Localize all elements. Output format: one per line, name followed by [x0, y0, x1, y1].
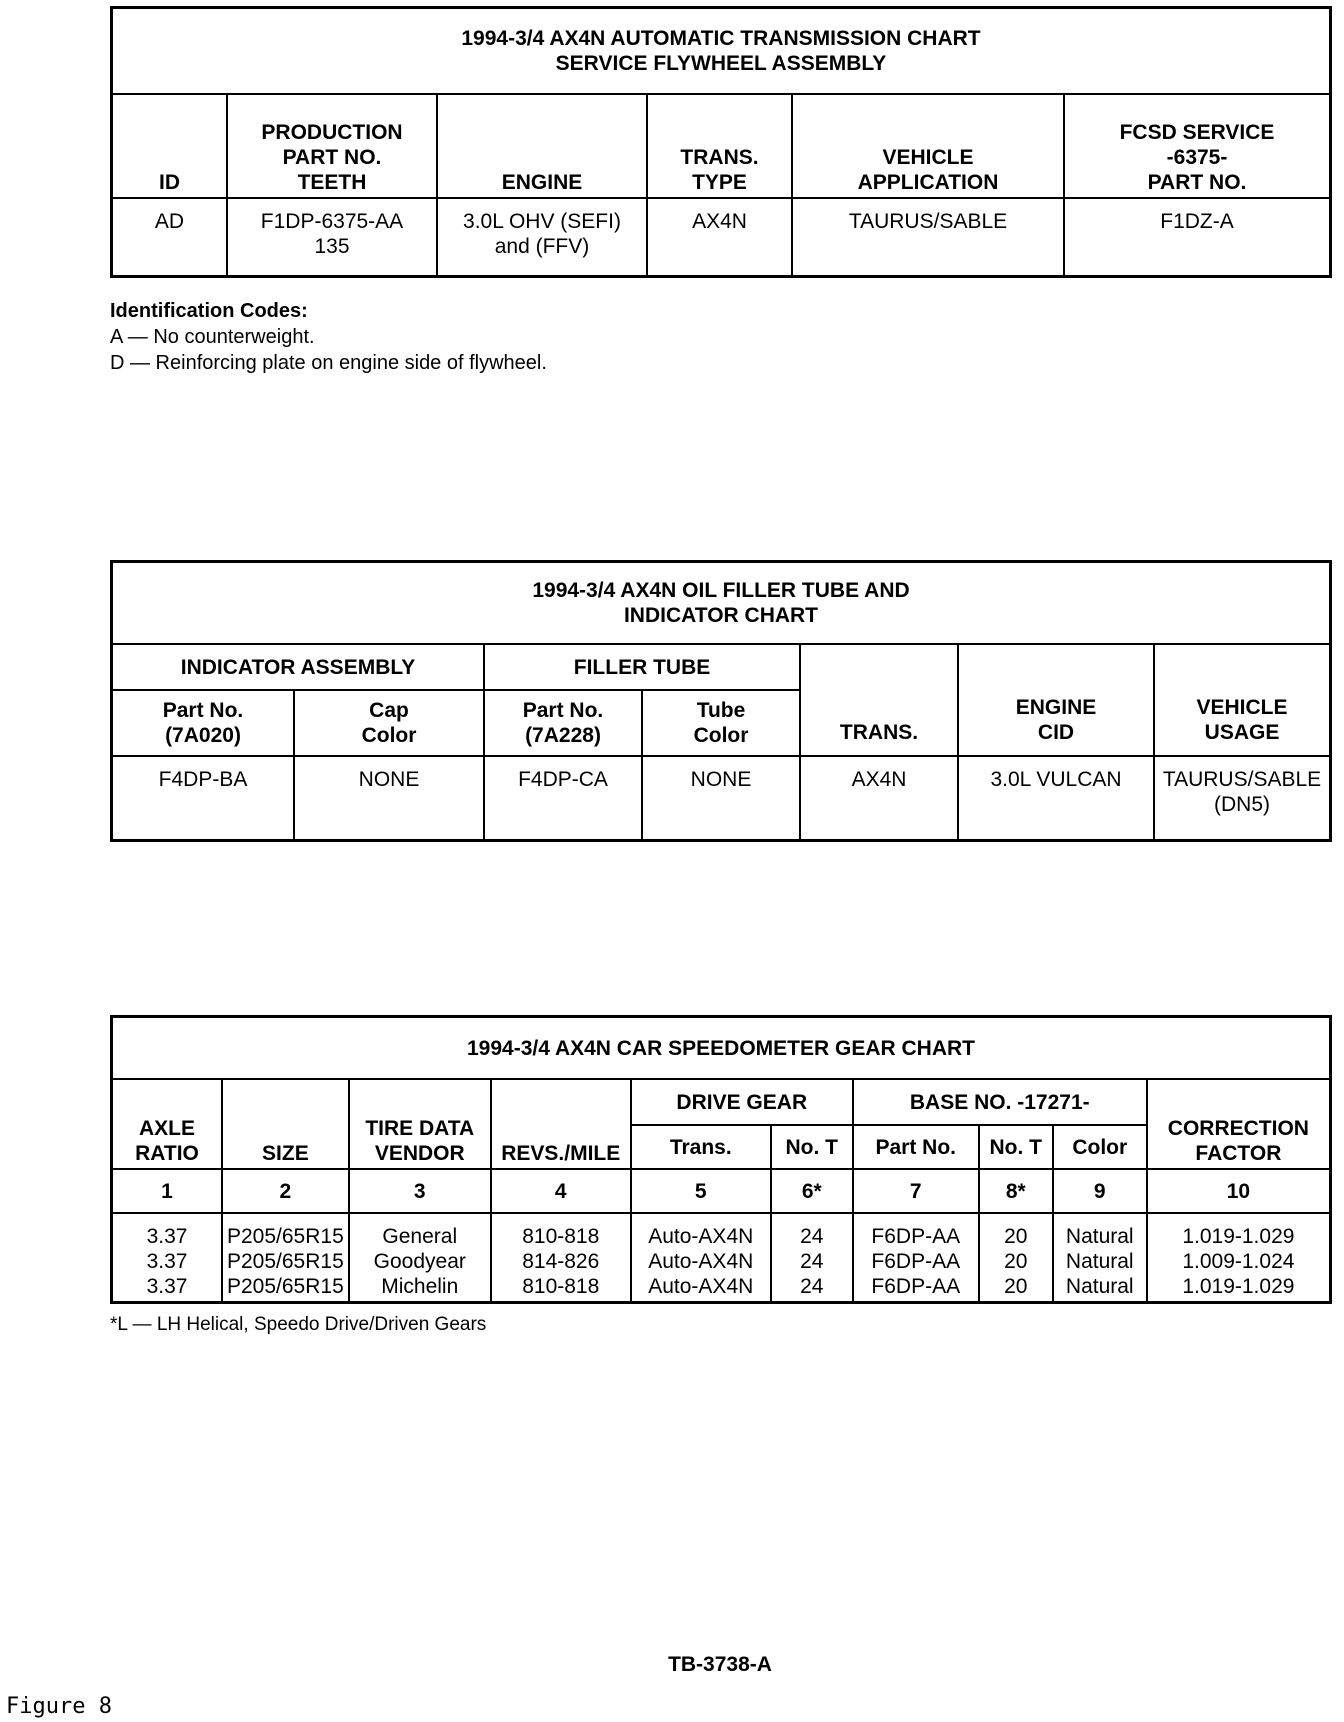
- header-size-text: SIZE: [262, 1142, 309, 1165]
- cell-vehicle-usage-l1: TAURUS/SABLE: [1162, 768, 1322, 791]
- header-tube-l1: Tube: [696, 699, 746, 722]
- header-base-no-t: [979, 1125, 1053, 1169]
- header-axle-l2: RATIO: [135, 1142, 199, 1165]
- filler-tube-chart-title: [112, 562, 1331, 645]
- header-revs-mile: [491, 1079, 631, 1169]
- header-vehicle-l1: VEHICLE: [882, 146, 974, 169]
- header-fcsd-l3: PART NO.: [1147, 171, 1247, 194]
- speedometer-data-rows: [112, 1213, 1331, 1303]
- header-base-color-text: Color: [1072, 1135, 1128, 1159]
- header-filler-tube: [484, 644, 800, 690]
- column-number-row: [112, 1169, 1331, 1213]
- header-base-no-text: BASE NO. -17271-: [909, 1090, 1090, 1114]
- header-tube-part-l1: Part No.: [522, 699, 604, 722]
- cell-engine-l2: and (FFV): [494, 235, 590, 258]
- col-number-4: 4: [491, 1169, 631, 1213]
- header-ind-part-l1: Part No.: [162, 699, 244, 722]
- table-row-cell: 20: [1004, 1225, 1028, 1248]
- col-base-color: [1053, 1213, 1147, 1303]
- table-row-cell: 814-826: [522, 1250, 600, 1273]
- cell-engine-l1: 3.0L OHV (SEFI): [463, 210, 621, 233]
- table-row-cell: 3.37: [146, 1225, 188, 1248]
- header-cap-color: [294, 690, 484, 756]
- cell-ind-part: [112, 756, 295, 841]
- header-tube-l2: Color: [693, 724, 749, 747]
- table-row-cell: 1.009-1.024: [1182, 1250, 1295, 1273]
- header-production: [227, 94, 437, 198]
- header-engine-cid-l1: ENGINE: [1015, 696, 1097, 719]
- header-ind-part-l2: (7A020): [165, 724, 241, 747]
- cell-engine-cid: [958, 756, 1154, 841]
- header-vehicle-usage-l1: VEHICLE: [1196, 696, 1288, 719]
- cell-cap-color-text: NONE: [358, 768, 420, 791]
- header-cap-l1: Cap: [369, 699, 409, 722]
- table-row-cell: Auto-AX4N: [648, 1250, 754, 1273]
- header-tube-color: [642, 690, 800, 756]
- table-row-cell: P205/65R15: [227, 1225, 344, 1248]
- col-number-5: 5: [631, 1169, 771, 1213]
- col-drive-trans: [631, 1213, 771, 1303]
- identification-code-d: D — Reinforcing plate on engine side of flywheel.: [110, 352, 547, 374]
- header-base-color: [1053, 1125, 1147, 1169]
- header-trans: [800, 644, 958, 756]
- header-tire-data: TIRE DATA: [365, 1117, 475, 1140]
- figure-label: Figure 8: [6, 1694, 112, 1719]
- header-trans-text: TRANS.: [839, 721, 919, 744]
- speedometer-footnote: *L — LH Helical, Speedo Drive/Driven Gears: [110, 1314, 487, 1335]
- header-drive-no-t-text: No. T: [785, 1135, 839, 1159]
- col-base-part-no: [853, 1213, 979, 1303]
- identification-codes-heading: Identification Codes:: [110, 300, 308, 322]
- cell-trans-type-text: AX4N: [692, 210, 747, 233]
- table-row-cell: Auto-AX4N: [648, 1275, 754, 1298]
- cell-part-no: [227, 198, 437, 277]
- flywheel-chart-title: [112, 8, 1331, 95]
- document-number: TB-3738-A: [668, 1653, 772, 1676]
- table-row-cell: 3.37: [146, 1250, 188, 1273]
- header-correction-l1: CORRECTION: [1167, 1117, 1309, 1140]
- table-row-cell: 20: [1004, 1250, 1028, 1273]
- cell-tube-color: [642, 756, 800, 841]
- col-number-8: 8*: [979, 1169, 1053, 1213]
- header-fcsd-service: [1064, 94, 1331, 198]
- header-engine-text: ENGINE: [501, 171, 583, 194]
- flywheel-chart-table: [110, 6, 1332, 278]
- speedometer-chart-table: [110, 1015, 1332, 1304]
- col-number-1: 1: [112, 1169, 223, 1213]
- table-row-cell: Natural: [1065, 1225, 1134, 1248]
- table-row-cell: General: [382, 1225, 458, 1248]
- table-row-cell: Michelin: [381, 1275, 459, 1298]
- table-row-cell: Auto-AX4N: [648, 1225, 754, 1248]
- table-row-cell: 3.37: [146, 1275, 188, 1298]
- table-row-cell: P205/65R15: [227, 1275, 344, 1298]
- header-production-l1: PRODUCTION: [261, 121, 403, 144]
- table-row-cell: 810-818: [522, 1275, 600, 1298]
- speedometer-title-text: 1994-3/4 AX4N CAR SPEEDOMETER GEAR CHART: [467, 1036, 975, 1060]
- header-trans-l1: TRANS.: [680, 146, 759, 169]
- cell-trans-text: AX4N: [851, 768, 907, 791]
- header-trans-type: [647, 94, 792, 198]
- filler-title-line2: INDICATOR CHART: [623, 604, 819, 627]
- header-cap-l2: Color: [361, 724, 417, 747]
- col-number-9: 9: [1053, 1169, 1147, 1213]
- header-drive-no-t: [771, 1125, 853, 1169]
- header-size: [222, 1079, 349, 1169]
- header-correction-l2: FACTOR: [1195, 1142, 1282, 1165]
- header-base-part-no-text: Part No.: [875, 1135, 957, 1159]
- header-vehicle-usage: [1154, 644, 1331, 756]
- header-trans-l2: TYPE: [692, 171, 747, 194]
- header-indicator-assembly-text: INDICATOR ASSEMBLY: [180, 655, 416, 679]
- filler-title-line1: 1994-3/4 AX4N OIL FILLER TUBE AND: [532, 579, 910, 602]
- col-vendor: [349, 1213, 491, 1303]
- col-number-10: 10: [1147, 1169, 1331, 1213]
- header-tire-data-vendor: [349, 1079, 491, 1169]
- cell-vehicle-usage: [1154, 756, 1331, 841]
- cell-engine: [437, 198, 647, 277]
- col-revs-mile: [491, 1213, 631, 1303]
- header-correction-factor: [1147, 1079, 1331, 1169]
- table-row-cell: 1.019-1.029: [1182, 1225, 1295, 1248]
- cell-vehicle-text: TAURUS/SABLE: [848, 210, 1008, 233]
- header-vehicle-usage-l2: USAGE: [1204, 721, 1280, 744]
- header-fcsd-l2: -6375-: [1166, 146, 1228, 169]
- cell-trans-type: [647, 198, 792, 277]
- col-number-6: 6*: [771, 1169, 853, 1213]
- filler-tube-chart-table: [110, 560, 1332, 842]
- header-axle-l1: AXLE: [138, 1117, 195, 1140]
- cell-engine-cid-text: 3.0L VULCAN: [990, 768, 1122, 791]
- cell-id-text: AD: [154, 210, 185, 233]
- header-drive-trans-text: Trans.: [669, 1135, 732, 1159]
- col-number-3: 3: [349, 1169, 491, 1213]
- header-base-part-no: [853, 1125, 979, 1169]
- header-base-no-t-text: No. T: [989, 1135, 1043, 1159]
- identification-code-a: A — No counterweight.: [110, 326, 315, 348]
- table-row-cell: 24: [800, 1225, 824, 1248]
- col-number-2: 2: [222, 1169, 349, 1213]
- col-axle-ratio: [112, 1213, 223, 1303]
- header-vendor: VENDOR: [374, 1142, 465, 1165]
- cell-trans: [800, 756, 958, 841]
- table-row-cell: 1.019-1.029: [1182, 1275, 1295, 1298]
- table-row-cell: F6DP-AA: [871, 1250, 961, 1273]
- header-production-l2: PART NO.: [282, 146, 382, 169]
- flywheel-title-line1: 1994-3/4 AX4N AUTOMATIC TRANSMISSION CHART: [461, 27, 981, 50]
- flywheel-title-line2: SERVICE FLYWHEEL ASSEMBLY: [555, 52, 887, 75]
- table-row-cell: P205/65R15: [227, 1250, 344, 1273]
- cell-cap-color: [294, 756, 484, 841]
- table-row-cell: 810-818: [522, 1225, 600, 1248]
- header-axle-ratio: [112, 1079, 223, 1169]
- table-row-cell: 20: [1004, 1275, 1028, 1298]
- header-vehicle-l2: APPLICATION: [857, 171, 999, 194]
- header-indicator-assembly: [112, 644, 485, 690]
- table-row-cell: 24: [800, 1250, 824, 1273]
- flywheel-data-row: [112, 198, 1331, 277]
- header-engine-cid-l2: CID: [1037, 721, 1075, 744]
- cell-teeth-text: 135: [314, 235, 350, 258]
- cell-tube-part: [484, 756, 642, 841]
- cell-part-no-text: F1DP-6375-AA: [260, 210, 404, 233]
- header-tube-part-l2: (7A228): [525, 724, 601, 747]
- header-revs-text: REVS./MILE: [501, 1142, 621, 1165]
- header-id-text: ID: [159, 171, 180, 194]
- cell-fcsd-part: [1064, 198, 1331, 277]
- cell-vehicle-usage-l2: (DN5): [1214, 793, 1270, 816]
- col-base-no-t: [979, 1213, 1053, 1303]
- table-row-cell: 24: [800, 1275, 824, 1298]
- cell-id: [112, 198, 228, 277]
- header-engine-cid: [958, 644, 1154, 756]
- speedometer-chart-title: [112, 1017, 1331, 1080]
- header-tube-part-no: [484, 690, 642, 756]
- header-engine: [437, 94, 647, 198]
- col-number-7: 7: [853, 1169, 979, 1213]
- header-base-no: [853, 1079, 1147, 1125]
- header-indicator-part-no: [112, 690, 295, 756]
- cell-vehicle: [792, 198, 1064, 277]
- header-fcsd-l1: FCSD SERVICE: [1119, 121, 1275, 144]
- cell-tube-color-text: NONE: [690, 768, 752, 791]
- identification-codes-notes: [110, 298, 547, 376]
- table-row-cell: F6DP-AA: [871, 1225, 961, 1248]
- cell-ind-part-text: F4DP-BA: [158, 768, 248, 791]
- header-production-l3: TEETH: [297, 171, 367, 194]
- table-row-cell: Natural: [1065, 1275, 1134, 1298]
- col-correction-factor: [1147, 1213, 1331, 1303]
- cell-tube-part-text: F4DP-CA: [518, 768, 608, 791]
- header-drive-gear: [631, 1079, 853, 1125]
- col-size: [222, 1213, 349, 1303]
- table-row-cell: F6DP-AA: [871, 1275, 961, 1298]
- header-drive-gear-text: DRIVE GEAR: [676, 1090, 808, 1114]
- header-id: [112, 94, 228, 198]
- header-drive-trans: [631, 1125, 771, 1169]
- cell-fcsd-part-text: F1DZ-A: [1160, 210, 1234, 233]
- header-vehicle-application: [792, 94, 1064, 198]
- filler-data-row: [112, 756, 1331, 841]
- table-row-cell: Natural: [1065, 1250, 1134, 1273]
- col-drive-no-t: [771, 1213, 853, 1303]
- header-filler-tube-text: FILLER TUBE: [573, 655, 711, 679]
- table-row-cell: Goodyear: [373, 1250, 466, 1273]
